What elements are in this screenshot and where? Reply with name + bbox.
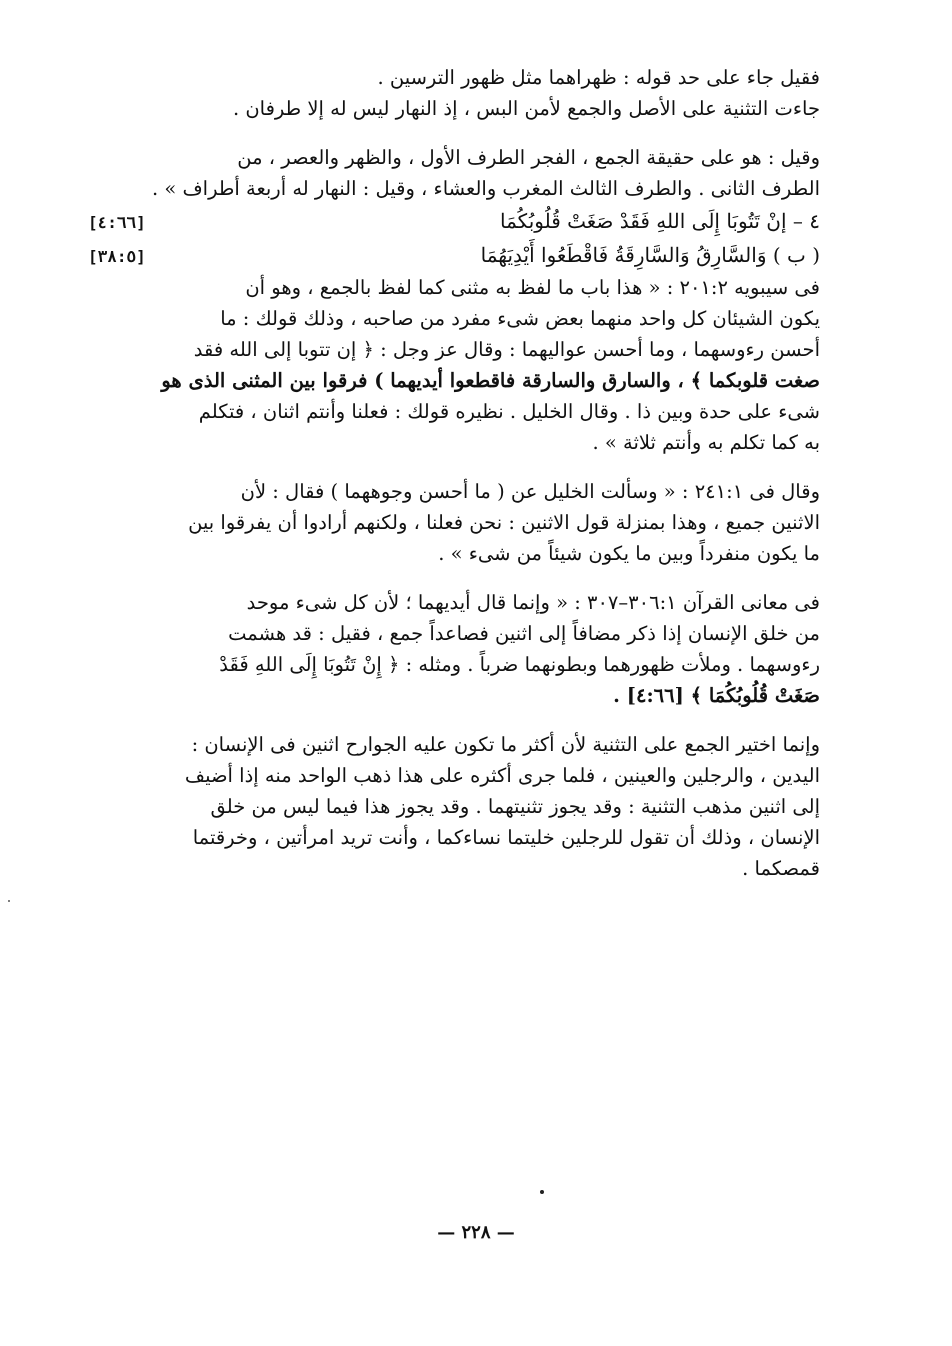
text-line: وإنما اختير الجمع على التثنية لأن أكثر ما تكون عليه الجوارح اثنين فى الإنسان : [191, 733, 820, 756]
text-line: فى معانى القرآن ٣٠٦:١–٣٠٧ : « وإنما قال أيديهما ؛ لأن كل شىء موحد [246, 591, 820, 614]
verse-text: ٤ – إنْ تَتُوبَا إِلَى اللهِ فَقَدْ صَغَتْ قُلُوبُكُمَا [500, 209, 820, 233]
text-line: جاءت التثنية على الأصل والجمع لأمن البس ، إذ النهار ليس له إلا طرفان . [232, 97, 820, 120]
text-line: من خلق الإنسان إذا ذكر مضافاً إلى اثنين فصاعداً جمع ، فقيل : قد هشمت [228, 622, 820, 645]
text-line: إلى اثنين مذهب التثنية : وقد يجوز تثنيتهما . وقد يجوز هذا فيما ليس من خلق [210, 795, 820, 818]
text-line: أحسن رءوسهما ، وما أحسن عواليهما : وقال عز وجل : ﴿ إن تتوبا إلى الله فقد [193, 338, 820, 361]
text-line: وقيل : هو على حقيقة الجمع ، الفجر الطرف الأول ، والظهر والعصر ، من [237, 146, 820, 169]
paragraph-5 [88, 729, 820, 884]
paragraph-2 [88, 272, 820, 458]
document-page [88, 62, 820, 1332]
text-line: وقال فى ٢٤١:١ : « وسألت الخليل عن ( ما أحسن وجوههما ) فقال : لأن [240, 480, 820, 503]
paragraph-4 [88, 587, 820, 711]
verse-reference: [٣٨:٥] [88, 247, 146, 266]
text-line: فقيل جاء على حد قوله : ظهراهما مثل ظهور الترسين . [377, 66, 820, 89]
ink-dot [540, 1190, 544, 1194]
text-line: رءوسهما . وملأت ظهورهما وبطونهما ضرباً . ومثله : ﴿ إِنْ تَتُوبَا إِلَى اللهِ فَقَدْ [219, 653, 820, 676]
text-line: به كما تكلم به وأنتم ثلاثة » . [592, 431, 820, 454]
page-number-text: — ٢٢٨ — [437, 1222, 515, 1243]
text-line: شىء على حدة وبين ذا . وقال الخليل . نظيره قولك : فعلنا وأنتم اثنان ، فتكلم [198, 400, 820, 423]
verse-4 [88, 204, 820, 238]
text-line: قمصكما . [742, 857, 820, 880]
paragraph-1 [88, 142, 820, 204]
text-line: يكون الشيئان كل واحد منهما بعض شىء مفرد من صاحبه ، وذلك قولك : ما [220, 307, 820, 330]
text-line: اليدين ، والرجلين والعينين ، فلما جرى أكثره على هذا ذهب الواحد منه إذا أضيف [184, 764, 820, 787]
text-line: صَغَتْ قُلُوبُكُمَا ﴾ [٤:٦٦] . [613, 684, 820, 707]
verse-text: ( ب ) وَالسَّارِقُ وَالسَّارِقَةُ فَاقْطَعُوا أَيْدِيَهُمَا [480, 243, 820, 267]
text-line: صغت قلوبكما ﴾ ، والسارق والسارقة فاقطعوا أيديهما ) فرقوا بين المثنى الذى هو [161, 369, 820, 392]
paragraph-3 [88, 476, 820, 569]
text-line: الاثنين جميع ، وهذا بمنزلة قول الاثنين : نحن فعلنا ، ولكنهم أرادوا أن يفرقوا بين [188, 511, 820, 534]
text-line: ما يكون منفرداً وبين ما يكون شيئاً من شىء » . [438, 542, 820, 565]
page-number [0, 1222, 952, 1243]
text-line: فى سيبويه ٢٠١:٢ : « هذا باب ما لفظ به مثنى كما لفظ بالجمع ، وهو أن [245, 276, 820, 299]
intro-paragraph [88, 62, 820, 124]
text-line: الطرف الثانى . والطرف الثالث المغرب والعشاء ، وقيل : النهار له أربعة أطراف » . [151, 177, 820, 200]
text-line: الإنسان ، وذلك أن تقول للرجلين خليتما نساءكما ، وأنت تريد امرأتين ، وخرقتما [192, 826, 820, 849]
verse-reference: [٤:٦٦] [88, 213, 146, 232]
verse-b [88, 238, 820, 272]
scan-speck [8, 900, 10, 902]
